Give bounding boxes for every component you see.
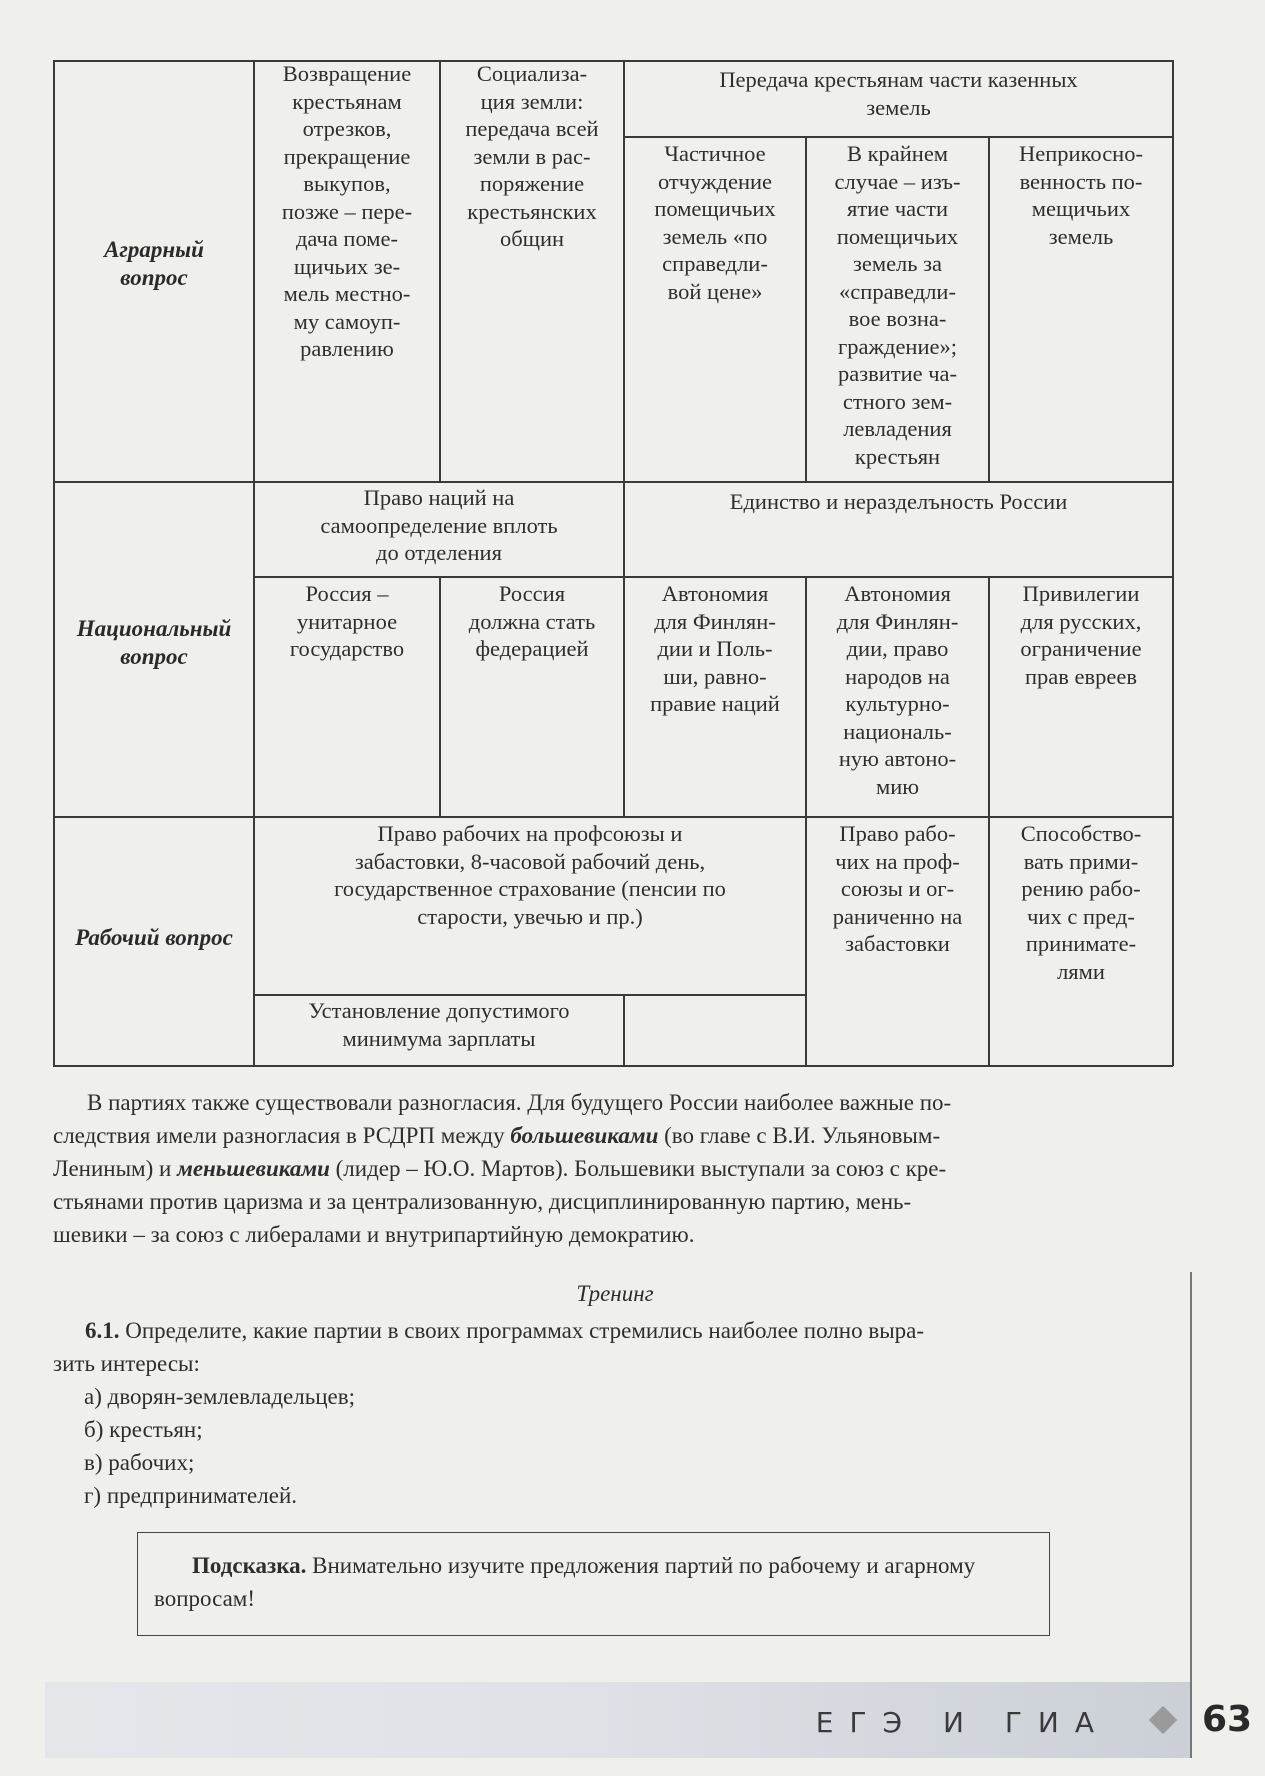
task-6-1 [53, 1314, 1173, 1347]
task-text: Определите, какие партии в своих программах стремились наиболее полно выра- [119, 1318, 925, 1343]
cell-national-1: Россия – унитарное государство [289, 581, 405, 661]
paragraph-line [53, 1218, 1173, 1251]
cell-agrarian-3: Частичное отчуждение помещичьих земель «по справедли- вой цене» [654, 141, 776, 304]
cell-labor-5: Способство- вать прими- рению рабо- чих с пред- принимате- лями [1020, 821, 1142, 984]
hint-label: Подсказка. [192, 1553, 307, 1578]
row-header-agrarian: Аграрный вопрос [104, 237, 204, 290]
cell-agrarian-2: Социализа- ция земли: передача всей земли в рас- поряжение крестьянских общин [465, 61, 599, 251]
paragraph-line [53, 1086, 1173, 1119]
cell-national-345-header: Единство и неразделъность России [729, 489, 1068, 514]
table-line [53, 1065, 1173, 1067]
term-bolsheviks: большевиками [510, 1123, 659, 1148]
term-mensheviks: меньшевиками [177, 1156, 330, 1181]
cell-agrarian-1: Возвращение крестьянам отрезков, прекращение выкупов, позже – пере- дача поме- щичьих зе- мель местно- му самоуп- равлению [281, 61, 413, 361]
paragraph-line [53, 1119, 1173, 1152]
cell-agrarian-5: Неприкосно- венность по- мещичьих земель [1019, 141, 1143, 249]
table-line [1172, 60, 1174, 1066]
row-header-labor: Рабочий вопрос [75, 925, 233, 950]
hint-text [154, 1549, 1034, 1615]
text: шевики – за союз с либералами и внутрипартийную демократию. [53, 1222, 695, 1247]
footer-band [45, 1682, 1190, 1758]
table-line [53, 816, 1173, 818]
text: В партиях также существовали разногласия. Для будущего России наиболее важные по- [87, 1090, 952, 1115]
list-item: б) крестьян; [84, 1417, 203, 1442]
paragraph-line [53, 1185, 1173, 1218]
cell-national-3: Автономия для Финлян- дии и Поль- ши, равно- правие наций [650, 581, 780, 716]
cell-national-5: Привилегии для русских, ограничение прав евреев [1020, 581, 1142, 689]
task-number: 6.1. [85, 1318, 120, 1343]
training-label: Тренинг [576, 1281, 654, 1306]
list-item: а) дворян-землевладельцев; [84, 1384, 355, 1409]
cell-agrarian-4: В крайнем случае – изъ- ятие части помещичьих земель за «справедли- вое возна- граждение»; развитие ча- стного зем- левладения крестьян [834, 141, 961, 469]
hint-body: Внимательно изучите предложения партий по рабочему и агарному вопросам! [154, 1553, 976, 1611]
paragraph-line [53, 1152, 1173, 1185]
series-title: ЕГЭ И ГИА [815, 1706, 1110, 1739]
table-line [623, 994, 625, 1066]
list-item: г) предпринимателей. [84, 1483, 298, 1508]
table-line [53, 60, 55, 1066]
text: стьянами против царизма и за централизованную, дисциплинированную партию, мень- [53, 1189, 912, 1214]
table-line [253, 576, 1173, 578]
row-header-national: Национальный вопрос [76, 616, 232, 669]
text: Лениным) и [53, 1156, 178, 1181]
text: (во главе с В.И. Ульяновым- [658, 1123, 941, 1148]
hint-box [137, 1532, 1050, 1636]
cell-national-4: Автономия для Финлян- дии, право народов на культурно- националь- ную автоно- мию [836, 581, 959, 799]
cell-national-12-header: Право наций на самоопределение вплоть до отделения [320, 485, 558, 565]
cell-labor-4: Право рабо- чих на проф- союзы и ог- раниченно на забастовки [832, 821, 963, 956]
list-item: в) рабочих; [84, 1450, 195, 1475]
text: следствия имели разногласия в РСДРП между [53, 1123, 511, 1148]
cell-national-2: Россия должна стать федерацией [468, 581, 596, 661]
text: (лидер – Ю.О. Мартов). Большевики выступали за союз с кре- [329, 1156, 947, 1181]
task-6-1-cont: зить интересы: [53, 1351, 200, 1376]
table-line [53, 481, 1173, 483]
cell-labor-123: Право рабочих на профсоюзы и забастовки, 8-часовой рабочий день, государственное страхование (пенсии по старости, увечью и пр.) [334, 821, 726, 929]
cell-labor-12-bottom: Установление допустимого минимума зарплаты [308, 998, 570, 1051]
page-number: 63 [1201, 1699, 1253, 1740]
table-line [253, 994, 805, 996]
cell-agrarian-345-header: Передача крестьянам части казенных земель [719, 67, 1078, 120]
table-line [623, 136, 1173, 138]
